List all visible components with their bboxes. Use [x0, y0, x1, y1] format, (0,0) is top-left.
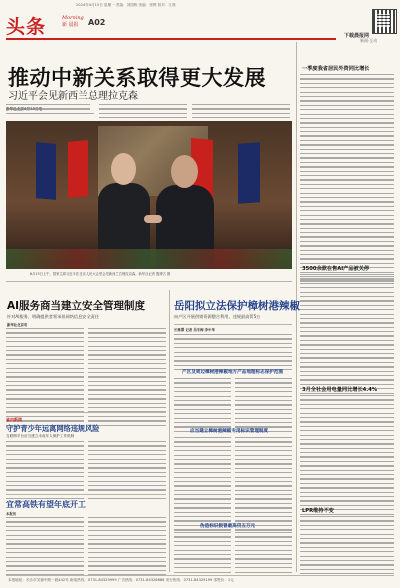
floor-flowers	[6, 249, 292, 269]
law-byline-rule	[174, 324, 292, 325]
law-subtitle-3: 伪造标识假冒最高罚五万元	[200, 524, 256, 529]
ai-subhead: 针对AI服务，明确提供者须承担网络信息安全责任	[7, 314, 100, 319]
law-text-3a	[174, 532, 231, 576]
sidebar-title-4: LPR维持不变	[302, 508, 334, 514]
photo-caption: 6月13日上午，国家主席习近平在北京人民大会堂会见新西兰总理拉克森。新华社记者 殷博古 摄	[30, 272, 171, 276]
page-code: A02	[88, 18, 106, 27]
qr-sub: 新闻·互动	[360, 38, 378, 43]
qr-code-inner	[377, 14, 390, 27]
section-title: 头条	[6, 16, 47, 38]
lead-subhead: 习近平会见新西兰总理拉克森	[8, 91, 138, 102]
youth-top-rule	[6, 412, 166, 413]
lead-col1	[6, 113, 94, 117]
footer-info: 本报地址：长沙市芙蓉中路一段442号 新闻热线：0731-84329999 广告热线：0731-84326888 发行热线：0731-84329199 零售价：1元	[8, 578, 234, 582]
law-byline: 长株潭 记者 吴冬梅 李中华	[174, 328, 215, 332]
law-subtitle-2: 应当建立樟树港辣椒专用标识管理制度	[190, 429, 269, 434]
law-text-intro	[174, 334, 292, 374]
lead-photo	[6, 121, 292, 269]
sidebar-text-1	[300, 74, 394, 285]
lead-headline: 推动中新关系取得更大发展	[8, 66, 266, 90]
youth-subhead: 互联网平台应当建立未成年人保护工作机制	[6, 434, 75, 438]
rail-byline: 本报讯	[6, 512, 17, 516]
sidebar-text-2	[300, 274, 394, 397]
qr-label: 下载晨报网	[344, 33, 370, 39]
sidebar-text-3	[300, 395, 394, 518]
logo-en: Morning	[62, 15, 84, 21]
law-text-3b	[235, 532, 292, 576]
logo-cn: 新 晨报	[62, 22, 79, 28]
photo-bottom-rule	[6, 281, 292, 282]
law-text-2a	[174, 437, 231, 534]
nz-flag-icon	[238, 142, 260, 204]
sidebar-title-3: 3月全社会用电量同比增长4.4%	[302, 387, 378, 393]
header-rule	[6, 38, 336, 40]
handshake	[144, 215, 162, 223]
rail-top-rule	[6, 494, 166, 495]
rail-text-col2	[88, 517, 166, 578]
sidebar-text-4	[300, 516, 394, 577]
law-text-2b	[235, 437, 292, 534]
rail-text-col1	[6, 517, 84, 578]
youth-headline: 守护青少年远离网络违规风险	[6, 424, 100, 433]
china-flag-icon	[68, 140, 88, 198]
sidebar-title-2: 3500余款在售AI产品被关停	[302, 266, 370, 272]
law-subhead: 向产区开展供销资源整合利用，违规最高罚5万	[174, 314, 261, 319]
law-headline: 岳阳拟立法保护樟树港辣椒	[174, 300, 300, 312]
ai-law-divider	[169, 290, 170, 572]
person-left-head	[111, 153, 136, 185]
footer-rule	[6, 575, 394, 576]
sidebar-title-1: 一季度我省居民外资同比增长	[302, 66, 370, 72]
law-text-1a	[174, 378, 231, 435]
law-text-1b	[235, 378, 292, 435]
person-right-head	[171, 155, 198, 188]
ai-byline: 新华社北京电	[7, 323, 28, 327]
nz-flag-icon	[36, 142, 56, 200]
rail-headline: 宜常高铁有望年底开工	[6, 500, 86, 509]
date-strip: 2024年4月15日 星期一 责编：刘国栋 美编：张辉 校对：江燕	[76, 3, 176, 7]
law-subtitle-1: 产区及周边樟树港辣椒地方产品地理标志保护范围	[182, 370, 284, 375]
lead-left-text	[6, 104, 90, 113]
ai-text-col2	[88, 328, 166, 429]
youth-section-label: 省内新闻	[6, 417, 22, 422]
lead-col3	[192, 104, 290, 122]
ai-headline: AI服务商当建立安全管理制度	[7, 300, 146, 312]
lead-col2	[99, 104, 187, 122]
ai-text-col1	[6, 328, 84, 429]
